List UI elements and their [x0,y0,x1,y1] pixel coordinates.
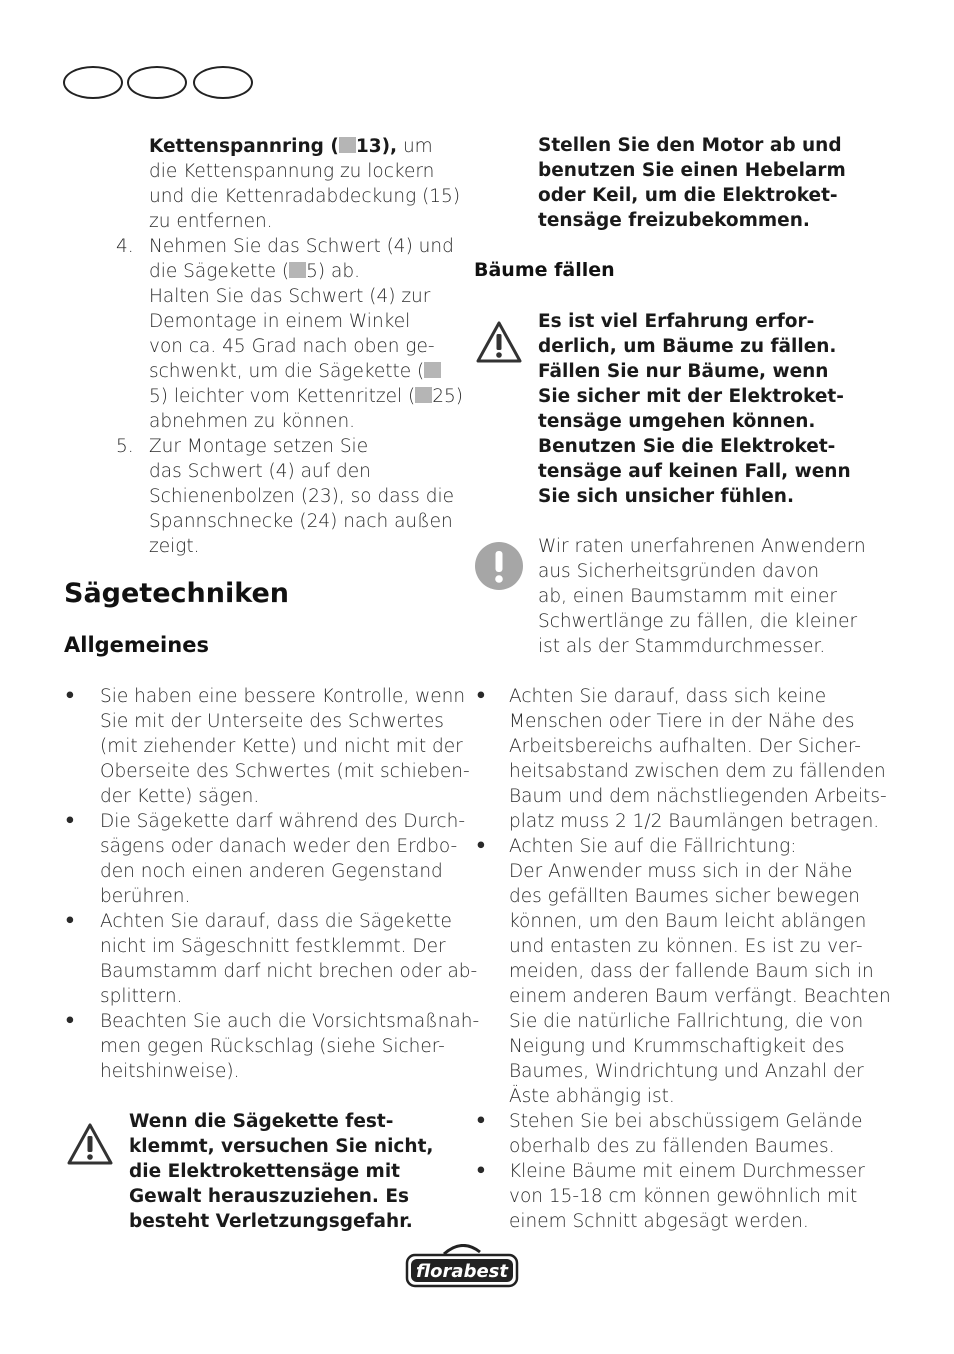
paragraph-line: ab, einen Baumstamm mit einer [538,586,837,607]
paragraph-line: besteht Verletzungsgefahr. [129,1211,413,1232]
step4-line3: Halten Sie das Schwert (4) zur [149,286,431,307]
paragraph-line: klemmt, versuchen Sie nicht, [129,1136,434,1157]
paragraph-line: Sie sicher mit der Elektroket- [538,386,844,407]
paragraph-line: Gewalt herauszuziehen. Es [129,1186,410,1207]
paragraph-line: tensäge freizubekommen. [538,210,810,231]
bullet-text-line: einem anderen Baum verfängt. Beachten [509,986,891,1007]
bullet-text-line: Achten Sie darauf, dass sich keine [509,686,827,707]
bullet-text-line: Baum und dem nächstliegenden Arbeits- [509,786,887,807]
paragraph-line: Schwertlänge zu fällen, die kleiner [538,611,858,632]
florabest-logo [404,1244,520,1290]
paragraph-line: benutzen Sie einen Hebelarm [538,160,846,181]
bullet-text-line: Beachten Sie auch die Vorsichtsmaßnah- [100,1011,480,1032]
info-exclamation-icon [474,541,524,591]
bullet-text-line: Oberseite des Schwertes (mit schieben- [100,761,470,782]
figure-ref-chip [424,362,441,378]
step5-line1: Zur Montage setzen Sie [149,436,369,457]
step4-line2: die Sägekette ( 5) ab. [149,261,360,282]
paragraph-line: Fällen Sie nur Bäume, wenn [538,361,829,382]
paragraph-line: ist als der Stammdurchmesser. [538,636,826,657]
bullet-glyph: • [475,686,487,707]
paragraph-line: oder Keil, um die Elektroket- [538,185,838,206]
paragraph-line: tensäge auf keinen Fall, wenn [538,461,851,482]
bullet-text-line: Der Anwender muss sich in der Nähe [509,861,853,882]
bullet-text-line: Menschen oder Tiere in der Nähe des [509,711,855,732]
bullet-text-line: können, um den Baum leicht ablängen [509,911,867,932]
bullet-text-line: Neigung und Krummschaftigkeit des [509,1036,845,1057]
step4-line8: abnehmen zu können. [149,411,356,432]
step3-line1: Kettenspannring ( 13), um [149,136,433,157]
bullet-text-line: Sie die natürliche Fallrichtung, die von [509,1011,864,1032]
figure-ref-chip [289,262,306,278]
bullet-glyph: • [64,911,76,932]
step3-line2: die Kettenspannung zu lockern [149,161,435,182]
bullet-glyph: • [64,1011,76,1032]
bullet-text-line: oberhalb des zu fällenden Baumes. [509,1136,835,1157]
bullet-text-line: der Kette) sägen. [100,786,260,807]
bullet-text-line: Stehen Sie bei abschüssigem Gelände [509,1111,863,1132]
bullet-text-line: Achten Sie auf die Fällrichtung: [509,836,797,857]
bullet-text-line: Arbeitsbereichs aufhalten. Der Sicher- [509,736,861,757]
bullet-glyph: • [475,1161,487,1182]
paragraph-line: aus Sicherheitsgründen davon [538,561,820,582]
step3-line3: und die Kettenradabdeckung (15) [149,186,461,207]
warning-triangle-icon [475,320,523,364]
bullet-text-line: meiden, dass der fallende Baum sich in [509,961,874,982]
bullet-text-line: Sie haben eine bessere Kontrolle, wenn [100,686,466,707]
bullet-glyph: • [64,811,76,832]
bullet-text-line: Äste abhängig ist. [509,1086,675,1107]
bullet-glyph: • [475,1111,487,1132]
paragraph-line: Benutzen Sie die Elektroket- [538,436,836,457]
bullet-text-line: Achten Sie darauf, dass die Sägekette [100,911,452,932]
language-oval-1 [63,66,123,99]
bullet-text-line: sägens oder danach weder den Erdbo- [100,836,458,857]
step4-line7: 5) leichter vom Kettenritzel ( 25) [149,386,464,407]
step4-line6: schwenkt, um die Sägekette ( [149,359,441,384]
paragraph-line: derlich, um Bäume zu fällen. [538,336,837,357]
bullet-text-line: (mit ziehender Kette) und nicht mit der [100,736,463,757]
warning-triangle-icon [66,1122,114,1166]
step4-line5: von ca. 45 Grad nach oben ge- [149,336,435,357]
paragraph-line: die Elektrokettensäge mit [129,1161,401,1182]
step4-number: 4. [116,236,134,257]
step5-line2: das Schwert (4) auf den [149,461,371,482]
figure-ref-chip [415,387,432,403]
paragraph-line: Es ist viel Erfahrung erfor- [538,311,815,332]
section-title: Sägetechniken [64,578,289,609]
subsection-title-felling: Bäume fällen [474,259,615,281]
bullet-text-line: heitsabstand zwischen dem zu fällenden [509,761,886,782]
step5-line5: zeigt. [149,536,200,557]
bullet-text-line: Sie mit der Unterseite des Schwertes [100,711,444,732]
bullet-text-line: Die Sägekette darf während des Durch- [100,811,466,832]
bullet-text-line: Baumstamm darf nicht brechen oder ab- [100,961,478,982]
bullet-glyph: • [64,686,76,707]
bullet-text-line: von 15-18 cm können gewöhnlich mit [509,1186,858,1207]
bullet-text-line: den noch einen anderen Gegenstand [100,861,443,882]
bullet-text-line: des gefällten Baumes sicher bewegen [509,886,860,907]
step5-line3: Schienenbolzen (23), so dass die [149,486,454,507]
bullet-glyph: • [475,836,487,857]
subsection-title-general: Allgemeines [64,633,209,657]
step4-line1: Nehmen Sie das Schwert (4) und [149,236,454,257]
bullet-text-line: Baumes, Windrichtung und Anzahl der [509,1061,864,1082]
step5-number: 5. [116,436,134,457]
step3-line4: zu entfernen. [149,211,273,232]
bullet-text-line: berühren. [100,886,191,907]
paragraph-line: tensäge umgehen können. [538,411,816,432]
paragraph-line: Wenn die Sägekette fest- [129,1111,394,1132]
bullet-text-line: und entasten zu können. Es ist zu ver- [509,936,863,957]
bullet-text-line: einem Schnitt abgesägt werden. [509,1211,809,1232]
figure-ref-chip [339,137,356,153]
language-oval-2 [127,66,187,99]
step5-line4: Spannschnecke (24) nach außen [149,511,453,532]
language-oval-3 [193,66,253,99]
bullet-text-line: men gegen Rückschlag (siehe Sicher- [100,1036,445,1057]
bullet-text-line: Kleine Bäume mit einem Durchmesser [509,1161,865,1182]
bullet-text-line: platz muss 2 1/2 Baumlängen betragen. [509,811,880,832]
svg-text:florabest: florabest [416,1261,508,1282]
paragraph-line: Stellen Sie den Motor ab und [538,135,842,156]
bullet-text-line: nicht im Sägeschnitt festklemmt. Der [100,936,446,957]
step4-line4: Demontage in einem Winkel [149,311,411,332]
bullet-text-line: heitshinweise). [100,1061,240,1082]
paragraph-line: Sie sich unsicher fühlen. [538,486,795,507]
paragraph-line: Wir raten unerfahrenen Anwendern [538,536,866,557]
bullet-text-line: splittern. [100,986,183,1007]
